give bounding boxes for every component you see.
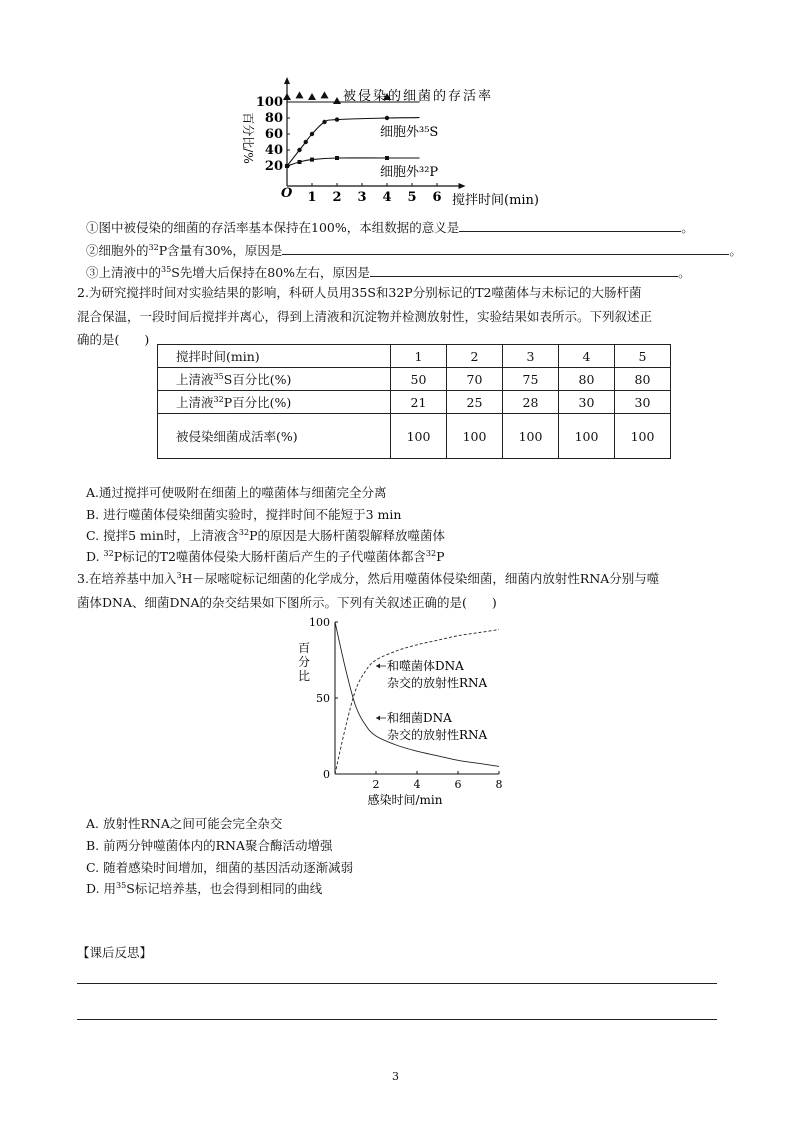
series-p32-point [385, 156, 389, 160]
x-tick-label: 4 [413, 778, 421, 791]
q1-sub-a: ①图中被侵染的细菌的存活率基本保持在100%，本组数据的意义是 。 [86, 220, 694, 235]
answer-blank[interactable] [370, 263, 678, 277]
chart2-ylabel: 百 分 比 [298, 641, 311, 683]
series-survival-point [333, 97, 341, 104]
series-phage-line [335, 630, 499, 774]
page-number: 3 [392, 1070, 399, 1083]
q2-option-d[interactable]: D. $^{32}$P标记的T2噬菌体侵染大肠杆菌后产生的子代噬菌体都含$^{32}$P [86, 548, 445, 564]
x-tick-label: 2 [372, 778, 380, 791]
series-s35-point [297, 148, 301, 152]
y-tick-label: 80 [264, 111, 283, 126]
chart1-ylabel: 百分比/% [241, 112, 255, 164]
table-cell: 80 [559, 368, 615, 391]
table-row [158, 391, 671, 414]
answer-blank[interactable] [459, 218, 681, 232]
results-table [157, 344, 671, 459]
table-header-cell: 搅拌时间(min) [158, 345, 391, 368]
series-s35-point [310, 132, 314, 136]
y-tick-label: 0 [323, 768, 330, 781]
table-cell: 100 [559, 414, 615, 459]
x-tick-label: 6 [432, 190, 442, 205]
chart1-origin: O [281, 186, 293, 201]
x-tick-label: 2 [332, 190, 342, 205]
x-tick-label: 8 [495, 778, 503, 791]
q3-option-b[interactable]: B. 前两分钟噬菌体内的RNA聚合酶活动增强 [86, 838, 333, 853]
table-cell: 100 [503, 414, 559, 459]
answer-blank[interactable] [282, 241, 729, 255]
chart2-label-phage [376, 658, 488, 690]
table-cell: 28 [503, 391, 559, 414]
reflection-heading: 【课后反思】 [77, 945, 153, 960]
chart-stirring-time [230, 76, 570, 210]
q3-option-a[interactable]: A. 放射性RNA之间可能会完全杂交 [86, 816, 283, 831]
chart1-label-survival: 被侵染的细菌的存活率 [343, 89, 494, 104]
series-survival-point [308, 93, 316, 100]
y-tick-label: 50 [316, 692, 330, 705]
y-tick-label: 100 [309, 616, 330, 629]
series-p32-point [298, 160, 302, 164]
table-cell: 100 [391, 414, 447, 459]
chart2-xlabel: 感染时间/min [367, 793, 443, 807]
q2-stem-line2: 混合保温，一段时间后搅拌并离心，得到上清液和沉淀物并检测放射性，实验结果如表所示。下列叙述正 [77, 309, 653, 324]
table-cell: 30 [615, 391, 671, 414]
q3-stem-line2: 菌体DNA、细菌DNA的杂交结果如下图所示。下列有关叙述正确的是( ) [77, 595, 497, 610]
chart1-label-s35: 细胞外³⁵S [380, 125, 439, 140]
chart2-series [335, 622, 499, 774]
reflection-line[interactable] [77, 1019, 717, 1020]
q1-sub-b: ②细胞外的$^{32}$P含量有30%，原因是 。 [86, 242, 742, 258]
q3-stem-line1: 3.在培养基中加入$^3$H－尿嘧啶标记细菌的化学成分，然后用噬菌体侵染细菌，细菌内放射性RNA分别与噬 [77, 570, 660, 586]
table-cell: 4 [559, 345, 615, 368]
series-s35-point [304, 140, 308, 144]
q2-stem-line1: 2.为研究搅拌时间对实验结果的影响，科研人员用35S和32P分别标记的T2噬菌体与未标记的大肠杆菌 [77, 285, 642, 300]
y-tick-label: 20 [264, 159, 283, 174]
table-row [158, 345, 671, 368]
q3-option-d[interactable]: D. 用$^{35}$S标记培养基，也会得到相同的曲线 [86, 880, 323, 896]
chart-rna-hybridization [290, 614, 520, 810]
table-cell: 30 [559, 391, 615, 414]
table-row [158, 414, 671, 459]
series-bacteria-line [335, 622, 499, 766]
x-tick-label: 6 [454, 778, 462, 791]
table-cell: 21 [391, 391, 447, 414]
series-s35-point [385, 116, 389, 120]
y-tick-label: 60 [264, 127, 283, 142]
q2-option-b[interactable]: B. 进行噬菌体侵染细菌实验时，搅拌时间不能短于3 min [86, 507, 402, 522]
q2-option-c[interactable]: C. 搅拌5 min时，上清液含$^{32}$P的原因是大肠杆菌裂解释放噬菌体 [86, 527, 446, 543]
x-tick-label: 3 [357, 190, 367, 205]
table-cell: 2 [447, 345, 503, 368]
x-tick-label: 1 [307, 190, 317, 205]
x-tick-label: 4 [382, 190, 392, 205]
table-header-cell: 被侵染细菌成活率(%) [158, 414, 391, 459]
table-row [158, 368, 671, 391]
y-tick-label: 40 [264, 143, 283, 158]
svg-text:和细菌DNA: 和细菌DNA [387, 711, 452, 725]
series-survival-point [283, 93, 291, 100]
table-header-cell: 上清液$^{35}$S百分比(%) [158, 368, 391, 391]
series-survival-point [296, 91, 304, 98]
x-axis-arrow [459, 183, 466, 189]
series-s35-point [322, 120, 326, 124]
reflection-line[interactable] [77, 983, 717, 984]
y-tick-label: 100 [255, 95, 283, 110]
series-p32-point [335, 156, 339, 160]
chart1-xlabel: 搅拌时间(min) [452, 193, 540, 208]
x-tick-label: 5 [407, 190, 417, 205]
series-p32-point [310, 158, 314, 162]
q1-sub-c: ③上清液中的$^{35}$S先增大后保持在80%左右，原因是 。 [86, 264, 691, 280]
table-cell: 80 [615, 368, 671, 391]
table-cell: 100 [447, 414, 503, 459]
chart1-label-p32: 细胞外³²P [380, 165, 439, 180]
svg-text:和噬菌体DNA: 和噬菌体DNA [387, 659, 464, 673]
svg-text:杂交的放射性RNA: 杂交的放射性RNA [387, 728, 488, 742]
svg-text:杂交的放射性RNA: 杂交的放射性RNA [387, 676, 488, 690]
series-s35-point [335, 117, 339, 121]
table-cell: 1 [391, 345, 447, 368]
table-cell: 75 [503, 368, 559, 391]
table-cell: 70 [447, 368, 503, 391]
table-cell: 3 [503, 345, 559, 368]
table-cell: 5 [615, 345, 671, 368]
table-cell: 25 [447, 391, 503, 414]
q3-option-c[interactable]: C. 随着感染时间增加，细菌的基因活动逐渐减弱 [86, 860, 354, 875]
series-survival-point [321, 91, 329, 98]
chart2-label-bacteria [376, 710, 488, 742]
table-header-cell: 上清液$^{32}$P百分比(%) [158, 391, 391, 414]
q2-option-a[interactable]: A.通过搅拌可使吸附在细菌上的噬菌体与细菌完全分离 [86, 485, 387, 500]
table-cell: 50 [391, 368, 447, 391]
table-cell: 100 [615, 414, 671, 459]
chart2-ticks [309, 616, 503, 791]
y-axis-arrow [284, 77, 290, 84]
q2-stem-line3: 确的是( ) [77, 332, 150, 347]
